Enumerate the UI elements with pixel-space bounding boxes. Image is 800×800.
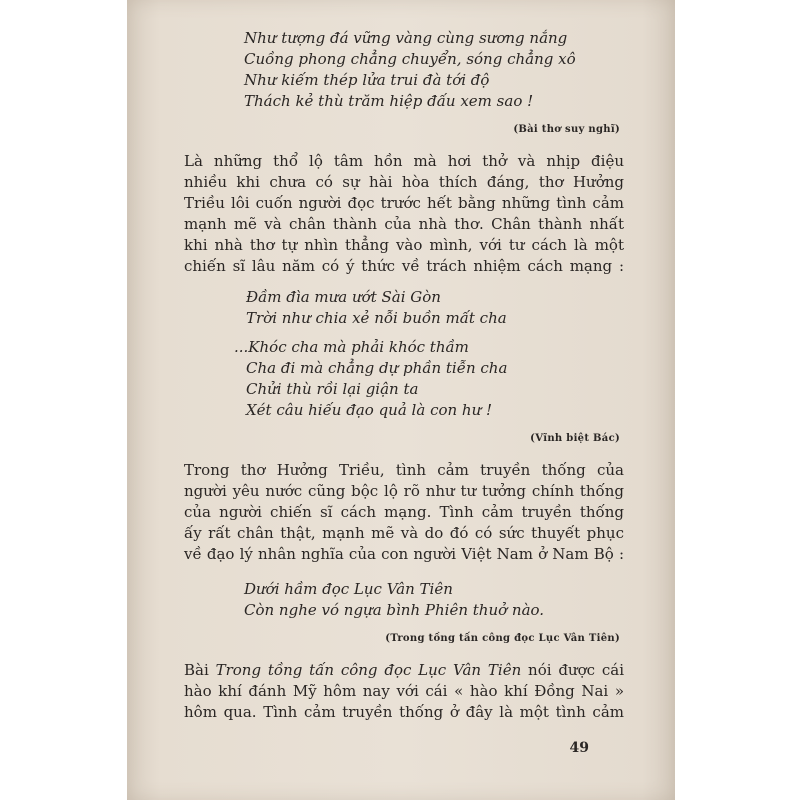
page-content bbox=[184, 28, 624, 733]
verse-line: Xét câu hiếu đạo quả là con hư ! bbox=[246, 401, 493, 419]
prose-line: ấy rất chân thật, mạnh mẽ và do đó có sức thuyết phục bbox=[184, 524, 624, 542]
verse-line: Như kiếm thép lửa trui đà tới độ bbox=[244, 71, 490, 89]
paragraph-1 bbox=[184, 151, 624, 277]
prose-line: Triều lôi cuốn người đọc trước hết bằng những tình cảm bbox=[184, 194, 624, 212]
verse-line: Chửi thù rồi lại giận ta bbox=[246, 380, 419, 398]
prose-line: chiến sĩ lâu năm có ý thức về trách nhiệm cách mạng : bbox=[184, 257, 624, 275]
verse-line: Trời như chia xẻ nỗi buồn mất cha bbox=[246, 309, 507, 327]
poem-2-source: (Vĩnh biệt Bác) bbox=[530, 433, 620, 444]
prose-line: Trong thơ Hưởng Triều, tình cảm truyền thống của bbox=[184, 461, 624, 479]
paragraph-3 bbox=[184, 660, 624, 723]
page-number: 49 bbox=[569, 740, 589, 756]
paragraph-2 bbox=[184, 460, 624, 565]
prose-line: hào khí đánh Mỹ hôm nay với cái « hào khí Đồng Nai » bbox=[184, 682, 624, 700]
prose-line: khi nhà thơ tự nhìn thẳng vào mình, với tư cách là một bbox=[184, 236, 624, 254]
prose-line: mạnh mẽ và chân thành của nhà thơ. Chân thành nhất bbox=[184, 215, 624, 233]
prose-line: Là những thổ lộ tâm hồn mà hơi thở và nhịp điệu bbox=[184, 152, 624, 170]
verse-line: Cha đi mà chẳng dự phần tiễn cha bbox=[246, 359, 508, 377]
poem-3-source: (Trong tồng tấn công đọc Lục Vân Tiên) bbox=[385, 633, 620, 644]
verse-line: Cuồng phong chẳng chuyển, sóng chẳng xô bbox=[244, 50, 576, 68]
poem-2 bbox=[234, 287, 624, 421]
poem-3 bbox=[244, 579, 624, 621]
poem-title-italic: Trong tồng tấn công đọc Lục Vân Tiên bbox=[215, 661, 522, 679]
stanza-gap bbox=[246, 329, 624, 337]
prose-line: của người chiến sĩ cách mạng. Tình cảm truyền thống bbox=[184, 503, 624, 521]
prose-line bbox=[184, 660, 624, 681]
prose-text: nói được cái bbox=[521, 661, 624, 679]
verse-line: Dưới hầm đọc Lục Vân Tiên bbox=[244, 580, 453, 598]
prose-text: Bài bbox=[184, 661, 216, 679]
verse-line: ...Khóc cha mà phải khóc thầm bbox=[234, 338, 469, 356]
poem-1-source: (Bài thơ suy nghĩ) bbox=[513, 124, 620, 135]
book-page bbox=[127, 0, 675, 800]
prose-line: nhiều khi chưa có sự hài hòa thích đáng, thơ Hưởng bbox=[184, 173, 624, 191]
verse-line: Như tượng đá vững vàng cùng sương nắng bbox=[244, 29, 568, 47]
prose-line: hôm qua. Tình cảm truyền thống ở đây là một tình cảm bbox=[184, 703, 624, 721]
prose-line: về đạo lý nhân nghĩa của con người Việt Nam ở Nam Bộ : bbox=[184, 545, 624, 563]
poem-1 bbox=[244, 28, 624, 112]
verse-line: Còn nghe vó ngựa bình Phiên thuở nào. bbox=[244, 601, 545, 619]
verse-line: Đầm đìa mưa ướt Sài Gòn bbox=[246, 288, 441, 306]
prose-line: người yêu nước cũng bộc lộ rõ như tư tưởng chính thống bbox=[184, 482, 624, 500]
verse-line: Thách kẻ thù trăm hiệp đấu xem sao ! bbox=[244, 92, 534, 110]
